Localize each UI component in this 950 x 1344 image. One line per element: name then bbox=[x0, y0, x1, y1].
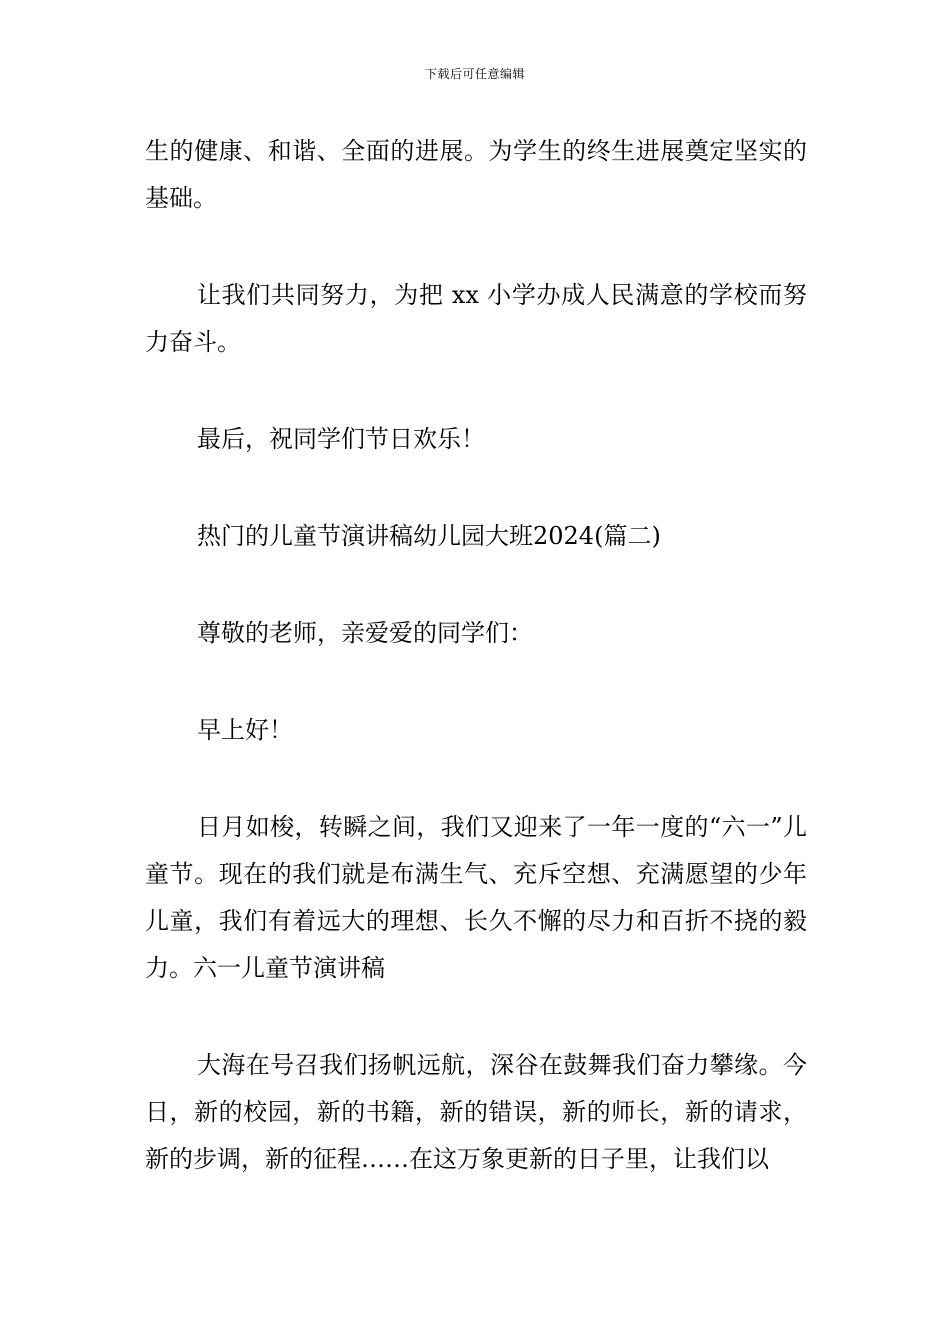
paragraph-7: 日月如梭，转瞬之间，我们又迎来了一年一度的“六一”儿童节。现在的我们就是布满生气、充斥空想、充满愿望的少年儿童，我们有着远大的理想、长久不懈的尽力和百折不挠的毅力。六一儿童节演讲稿 bbox=[145, 813, 807, 982]
greeting: 早上好！ bbox=[197, 716, 293, 744]
section-heading: 热门的儿童节演讲稿幼儿园大班2024(篇二) bbox=[197, 522, 661, 550]
paragraph-1: 生的健康、和谐、全面的进展。为学生的终生进展奠定坚实的基础。 bbox=[145, 137, 807, 212]
paragraph-8: 大海在号召我们扬帆远航，深谷在鼓舞我们奋力攀缘。今日，新的校园，新的书籍，新的错误，新的师长，新的请求，新的步调，新的征程……在这万象更新的日子里，让我们以 bbox=[145, 1051, 807, 1173]
document-body bbox=[145, 128, 807, 1233]
salutation: 尊敬的老师，亲爱爱的同学们： bbox=[197, 619, 533, 647]
paragraph-2: 让我们共同努力，为把 xx 小学办成人民满意的学校而努力奋斗。 bbox=[145, 281, 807, 356]
page-header: 下载后可任意编辑 bbox=[424, 67, 525, 81]
paragraph-3: 最后，祝同学们节日欢乐！ bbox=[197, 425, 485, 453]
